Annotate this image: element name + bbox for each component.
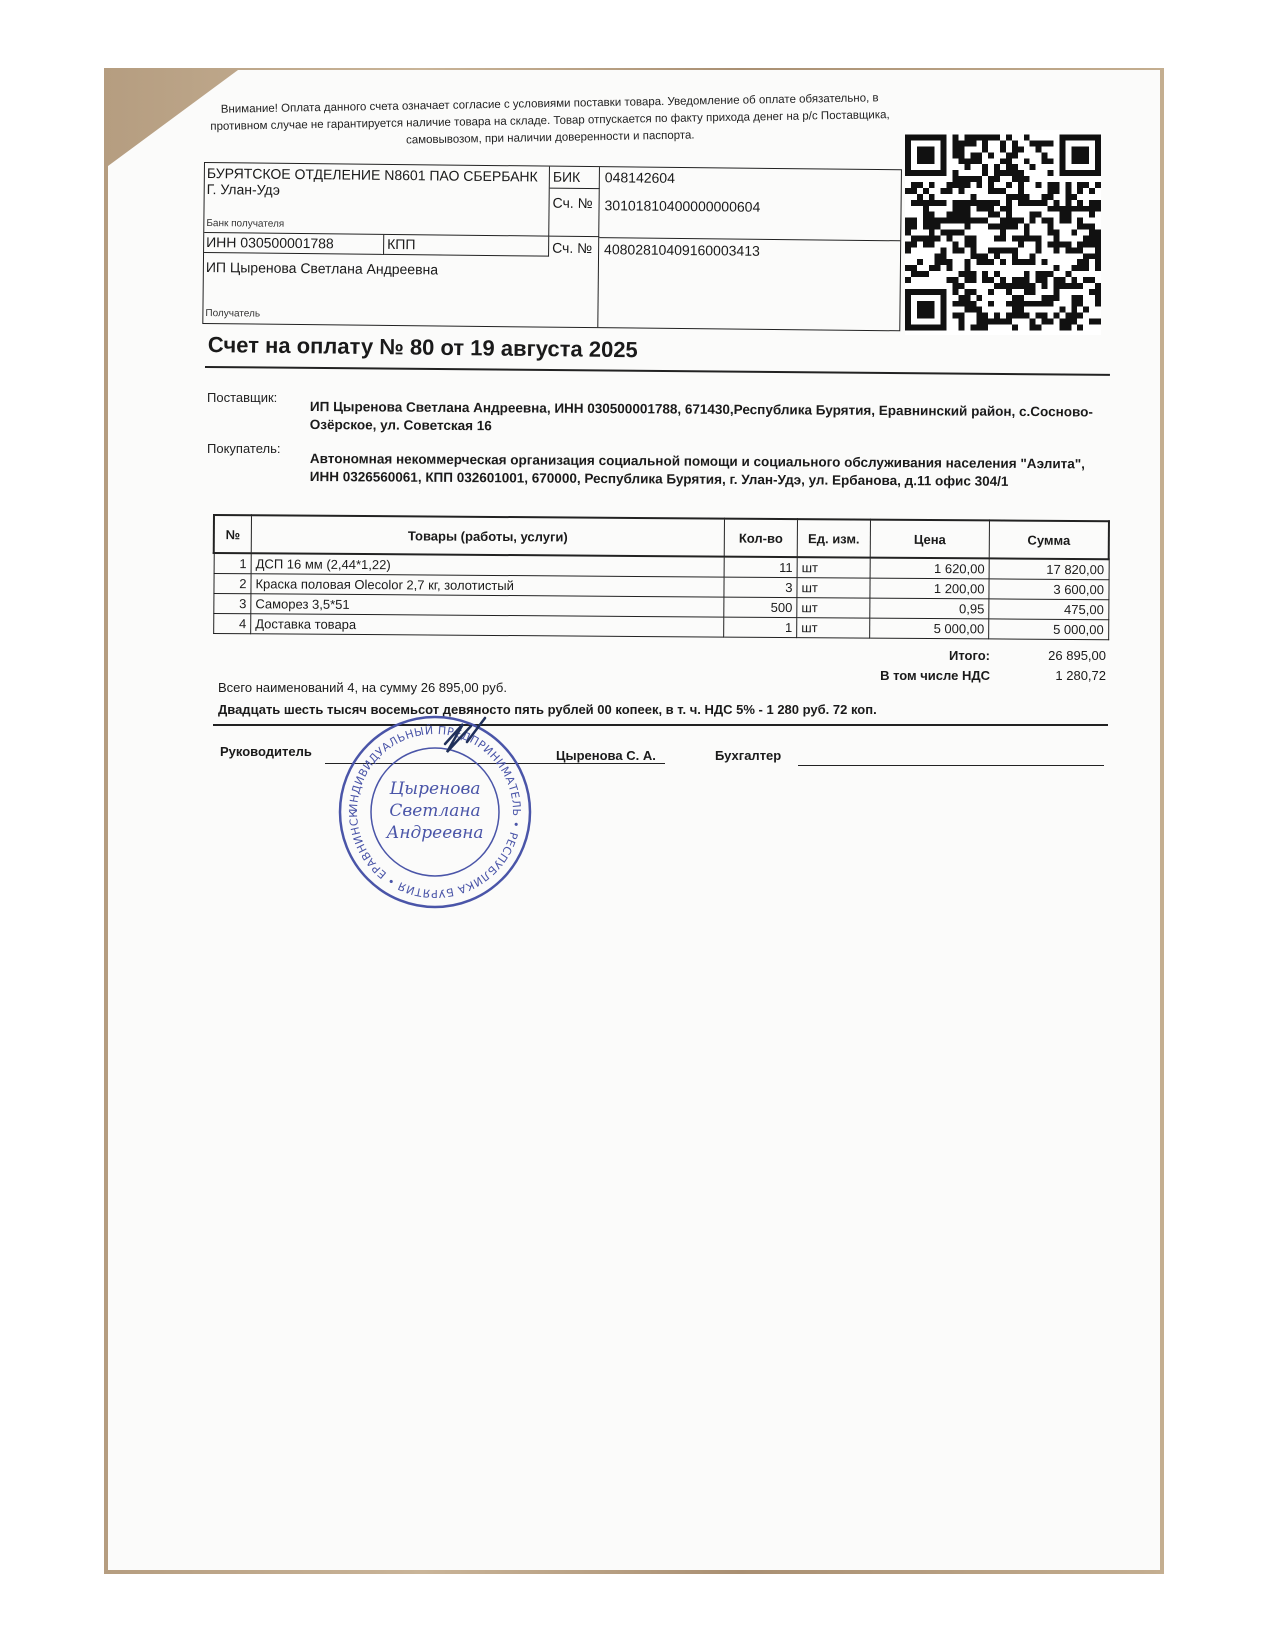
account-label: Сч. №: [552, 239, 593, 257]
col-goods: Товары (работы, услуги): [251, 515, 724, 556]
stamp-ring-text: ИНДИВИДУАЛЬНЫЙ ПРЕДПРИНИМАТЕЛЬ • РЕСПУБЛИКА БУРЯТИЯ • ЕРАВНИНСК: [346, 723, 524, 901]
qr-code[interactable]: [905, 130, 1101, 335]
row-qty: 3: [724, 577, 797, 598]
row-name: Доставка товара: [251, 614, 724, 637]
kpp-label: КПП: [387, 235, 416, 253]
stamp-center-line: Андреевна: [386, 823, 484, 843]
buyer-label: Покупатель:: [207, 441, 281, 456]
row-qty: 1: [724, 617, 797, 638]
row-price: 1 200,00: [870, 578, 989, 599]
row-unit: шт: [797, 618, 870, 639]
accountant-sign-line: [798, 765, 1104, 766]
row-number: 3: [213, 594, 251, 614]
stamp-center-line: Светлана: [389, 801, 481, 821]
amount-in-words: Двадцать шесть тысяч восемьсот девяносто пять рублей 00 копеек, в т. ч. НДС 5% - 1 280 руб. 72 коп.: [218, 702, 877, 717]
row-unit: шт: [797, 578, 870, 599]
inn-value: ИНН 030500001788: [206, 234, 334, 252]
bank-name: БУРЯТСКОЕ ОТДЕЛЕНИЕ N8601 ПАО СБЕРБАНК: [206, 165, 538, 185]
row-name: Краска половая Olecolor 2,7 кг, золотистый: [251, 574, 724, 597]
row-price: 1 620,00: [870, 558, 989, 579]
row-sum: 17 820,00: [989, 558, 1109, 579]
bik-label: БИК: [552, 168, 581, 185]
row-sum: 5 000,00: [989, 619, 1109, 640]
supplier-label: Поставщик:: [207, 390, 278, 405]
vat-value: 1 280,72: [1055, 668, 1106, 683]
accountant-label: Бухгалтер: [715, 748, 782, 763]
col-number: №: [214, 515, 252, 553]
recipient-label: Получатель: [205, 308, 261, 320]
row-name: Саморез 3,5*51: [251, 594, 724, 617]
corr-label-cell: [549, 189, 599, 238]
recipient-name: ИП Цыренова Светлана Андреевна: [205, 259, 439, 278]
row-unit: шт: [797, 557, 870, 578]
col-price: Цена: [870, 520, 989, 559]
account-value: 40802810409160003413: [604, 241, 760, 259]
total-label: Итого:: [949, 648, 990, 663]
row-name: ДСП 16 мм (2,44*1,22): [251, 553, 724, 577]
table-header-row: [214, 515, 1109, 559]
stamp-center-line: Цыренова: [389, 779, 481, 799]
kpp-cell: [384, 235, 549, 257]
row-price: 5 000,00: [870, 618, 989, 639]
items-summary: Всего наименований 4, на сумму 26 895,00 руб.: [218, 680, 507, 695]
payment-notice: Внимание! Оплата данного счета означает согласие с условиями поставки товара. Уведомление об оплате обязательно, в противном случае не гарантируется наличие товара на складе. Товар отпускается по факту прихода денег на р/с Поставщика, самовывозом, при наличии доверенности и паспорта.: [210, 92, 890, 147]
company-stamp: [335, 712, 535, 912]
buyer-details: Автономная некоммерческая организация социальной помощи и социального обслуживания населения "Аэлита", ИНН 0326560061, КПП 032601001, 670000, Республика Бурятия, г. Улан-Удэ, ул. Ербанова, д.11 офис 304/1: [309, 450, 1085, 489]
col-qty: Кол-во: [724, 519, 797, 558]
col-unit: Ед. изм.: [797, 519, 870, 558]
bik-value: 048142604: [604, 169, 676, 186]
vat-label: В том числе НДС: [880, 668, 990, 683]
row-sum: 3 600,00: [989, 579, 1109, 600]
bank-name-cell: [204, 163, 550, 237]
corr-label: Сч. №: [552, 194, 593, 212]
director-name: Цыренова С. А.: [556, 748, 656, 763]
row-price: 0,95: [870, 598, 989, 619]
inn-cell: [204, 233, 384, 255]
account-label-cell: [548, 237, 599, 328]
total-value: 26 895,00: [1048, 648, 1106, 663]
col-sum: Сумма: [989, 520, 1109, 559]
recipient-bank-label: Банк получателя: [206, 218, 285, 230]
row-unit: шт: [797, 598, 870, 619]
row-qty: 11: [724, 557, 797, 578]
bank-details-block: [202, 162, 902, 331]
bank-city: Г. Улан-Удэ: [206, 181, 281, 198]
bik-label-cell: [550, 167, 600, 190]
row-number: 2: [213, 574, 251, 594]
row-qty: 500: [724, 597, 797, 618]
row-sum: 475,00: [989, 599, 1109, 620]
row-number: 1: [214, 553, 252, 574]
items-table: [212, 514, 1110, 640]
corr-account: 30101810400000000604: [604, 197, 761, 215]
supplier-details: ИП Цыренова Светлана Андреевна, ИНН 030500001788, 671430,Республика Бурятия, Еравнинский район, с.Сосново-Озёрское, ул. Советская 16: [309, 398, 1093, 434]
row-number: 4: [213, 614, 251, 634]
invoice-title: Счет на оплату № 80 от 19 августа 2025: [207, 332, 638, 363]
director-label: Руководитель: [220, 744, 312, 759]
